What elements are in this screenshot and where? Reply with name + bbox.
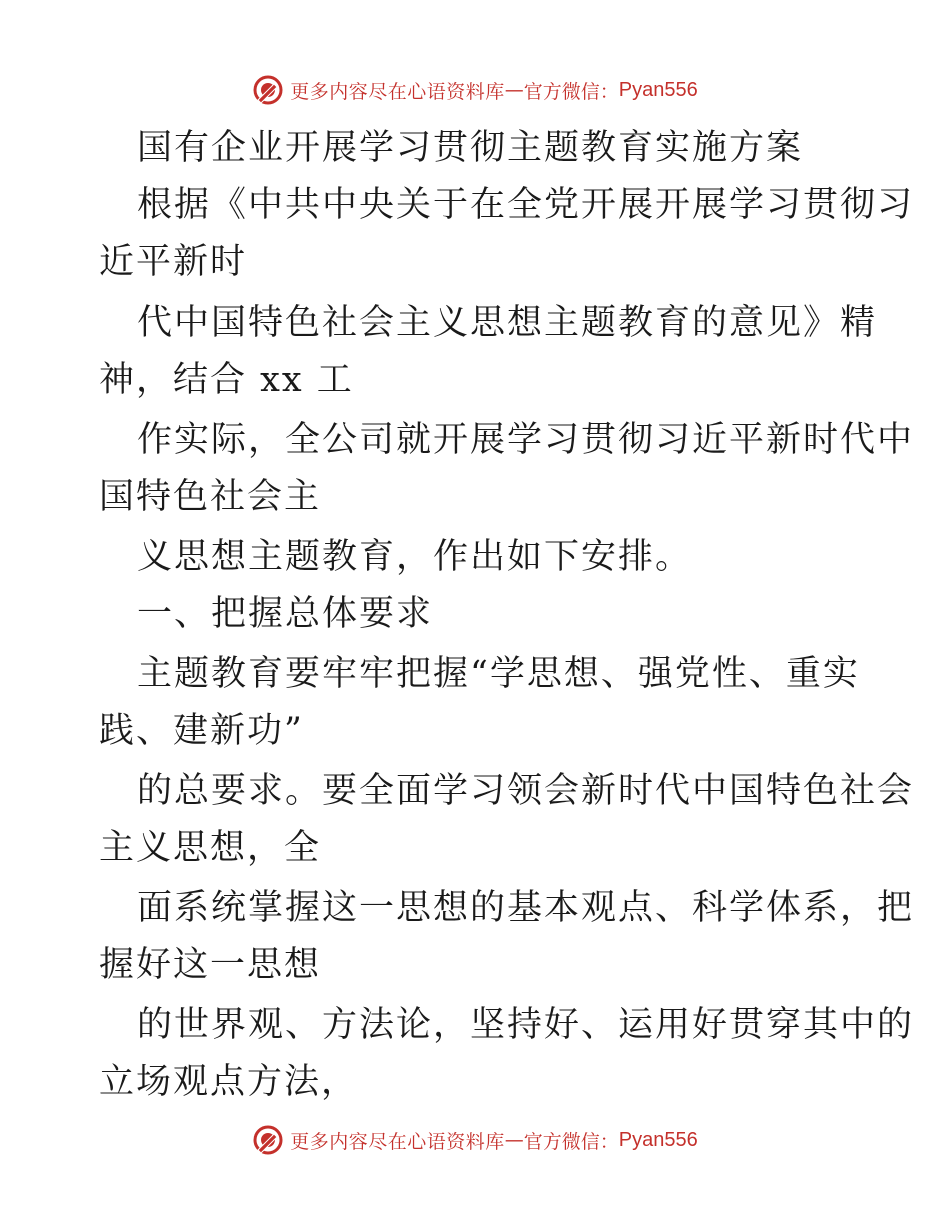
watermark-wechat-id: Pyan556 (618, 1128, 698, 1151)
watermark-separator: — (504, 1129, 524, 1151)
paragraph-line: 根据《中共中央关于在全党开展开展学习贯彻习 (137, 185, 915, 225)
paragraph-line: 的世界观、方法论，坚持好、运用好贯穿其中的 (137, 1005, 915, 1045)
brand-logo-icon (252, 1124, 284, 1156)
paragraph-line: 主题教育要牢牢把握“学思想、强党性、重实 (137, 654, 860, 694)
watermark-brand-text: 更多内容尽在心语资料库 (290, 1130, 505, 1153)
paragraph-line: 主义思想，全 (99, 828, 322, 868)
watermark-wechat-id: Pyan556 (618, 78, 698, 101)
paragraph-line: 作实际，全公司就开展学习贯彻习近平新时代中 (137, 420, 915, 460)
watermark-separator: — (504, 79, 524, 101)
paragraph-line: 国特色社会主 (99, 477, 322, 517)
section-heading: 一、把握总体要求 (137, 594, 434, 634)
header-watermark (0, 70, 950, 110)
paragraph-line: 践、建新功” (99, 711, 304, 751)
paragraph-line: 面系统掌握这一思想的基本观点、科学体系，把 (137, 888, 915, 928)
paragraph-line: 代中国特色社会主义思想主题教育的意见》精 (137, 303, 878, 343)
watermark-brand-text: 更多内容尽在心语资料库 (290, 80, 505, 103)
footer-watermark (0, 1120, 950, 1160)
paragraph-line: 立场观点方法， (99, 1062, 359, 1102)
brand-logo-icon (252, 74, 284, 106)
document-title: 国有企业开展学习贯彻主题教育实施方案 (137, 128, 804, 168)
paragraph-line: 握好这一思想 (99, 945, 322, 985)
watermark-wechat-label: 官方微信： (523, 80, 619, 103)
paragraph-line: 近平新时 (99, 242, 248, 282)
paragraph-line: 的总要求。要全面学习领会新时代中国特色社会 (137, 771, 915, 811)
watermark-wechat-label: 官方微信： (523, 1130, 619, 1153)
paragraph-line: 神，结合 xx 工 (99, 360, 354, 400)
paragraph-line: 义思想主题教育，作出如下安排。 (137, 537, 693, 577)
